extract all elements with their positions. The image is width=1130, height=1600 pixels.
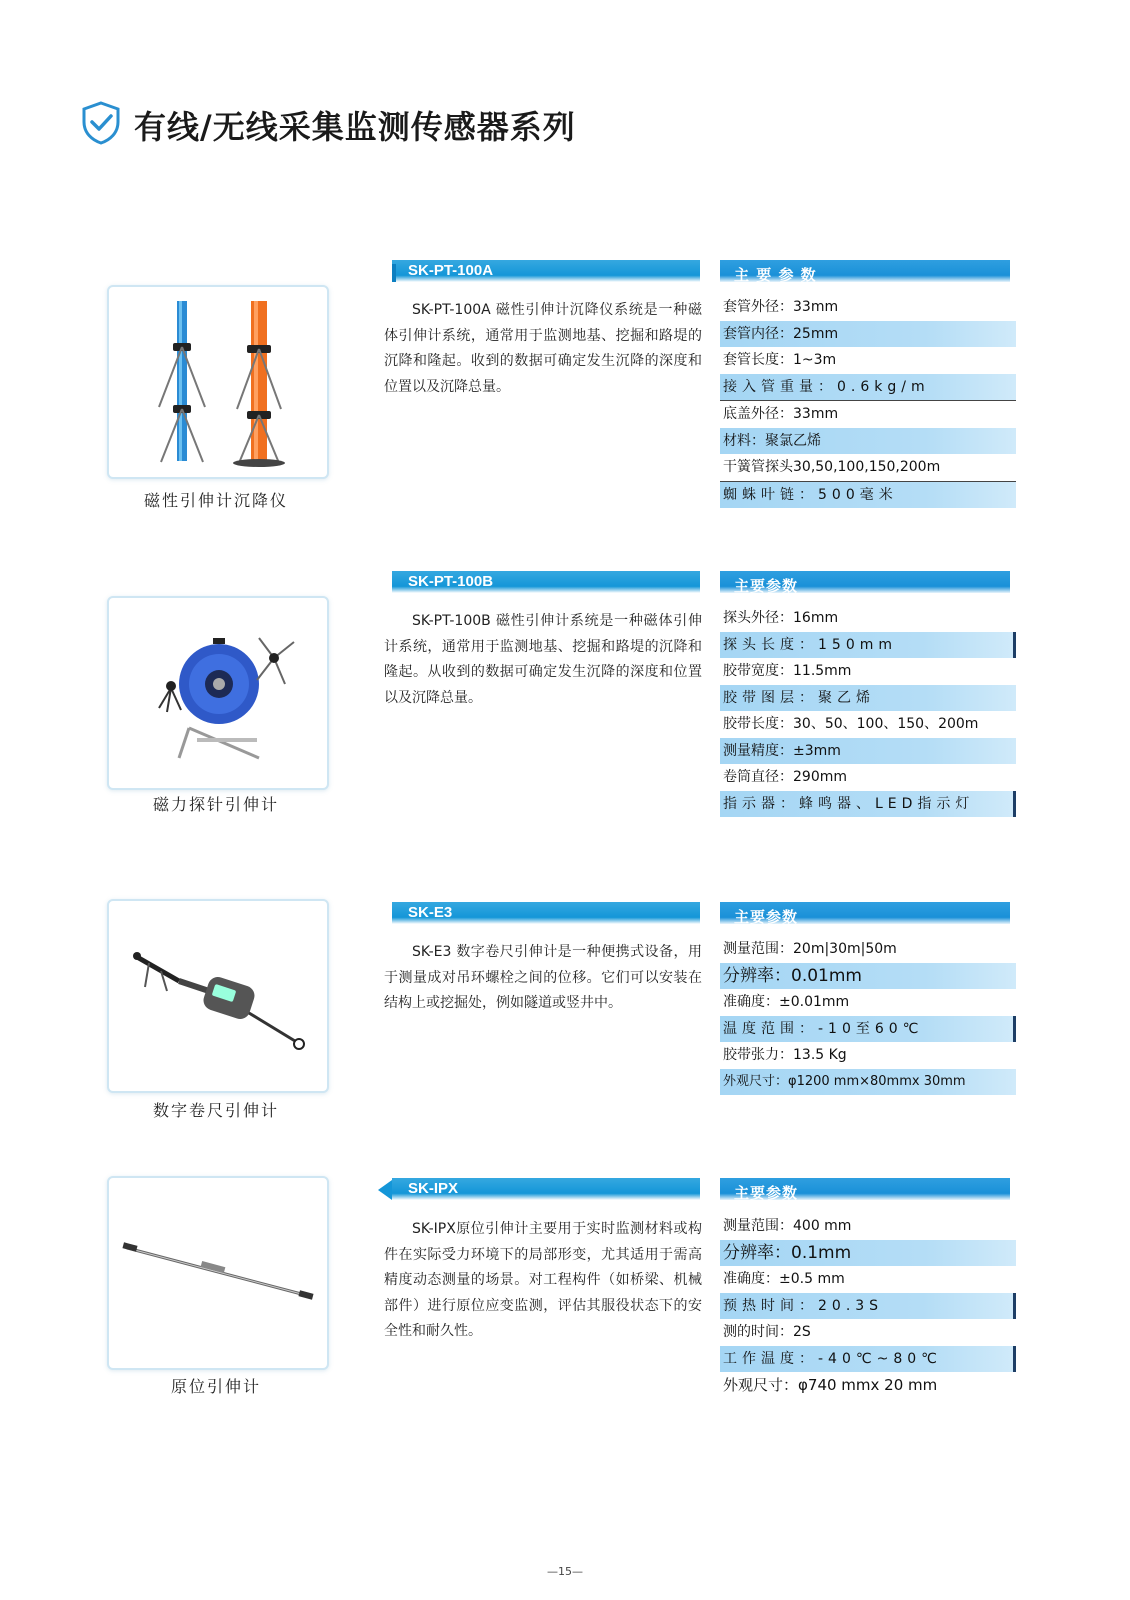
params-list bbox=[720, 1213, 1016, 1399]
model-label: SK-PT-100A bbox=[408, 262, 494, 279]
magnetic-probe-reel-image bbox=[109, 598, 327, 788]
param-row: 接入管重量：0.6kg/m bbox=[720, 374, 1016, 402]
param-row: 预热时间：20.3S bbox=[720, 1293, 1016, 1320]
model-header-bar bbox=[392, 571, 700, 593]
page-number: —15— bbox=[547, 1565, 583, 1578]
product-caption: 磁性引伸计沉降仪 bbox=[143, 491, 288, 510]
param-row: 测量范围：20m|30m|50m bbox=[723, 941, 897, 957]
param-row: 底盖外径：33mm bbox=[723, 406, 839, 422]
model-header-bar bbox=[392, 902, 700, 924]
param-row: 测的时间：2S bbox=[723, 1324, 811, 1340]
param-row: 套管长度：1~3m bbox=[723, 352, 837, 368]
params-header-bar bbox=[720, 260, 1010, 282]
product-description: SK-PT-100A 磁性引伸计沉降仪系统是一种磁体引伸计系统，通常用于监测地基、挖掘和路堤的沉降和隆起。收到的数据可确定发生沉降的深度和位置以及沉降总量。 bbox=[384, 302, 702, 395]
model-label: SK-E3 bbox=[408, 904, 453, 921]
model-header-bar bbox=[392, 1178, 700, 1200]
param-row: 胶带长度：30、50、100、150、200m bbox=[723, 716, 979, 732]
product-photo-frame bbox=[107, 899, 329, 1093]
model-header-bar bbox=[392, 260, 700, 282]
params-list bbox=[720, 294, 1016, 508]
params-header-bar bbox=[720, 1178, 1010, 1200]
params-title: 主 要 参 数 bbox=[734, 266, 817, 284]
params-list bbox=[720, 936, 1016, 1095]
product-description: SK-PT-100B 磁性引伸计系统是一种磁体引伸计系统，通常用于监测地基、挖掘和路堤的沉降和隆起。从收到的数据可确定发生沉降的深度和位置以及沉降总量。 bbox=[384, 613, 702, 706]
param-row: 外观尺寸：φ1200 mm×80mmx 30mm bbox=[720, 1069, 1016, 1096]
params-header-bar bbox=[720, 902, 1010, 924]
magnetic-extensometer-image bbox=[109, 287, 327, 477]
product-photo-frame bbox=[107, 1176, 329, 1370]
param-row: 胶带张力：13.5 Kg bbox=[723, 1047, 847, 1063]
product-photo-frame bbox=[107, 285, 329, 479]
in-situ-extensometer-image bbox=[109, 1178, 327, 1368]
page-title: 有线/无线采集监测传感器系列 bbox=[134, 108, 576, 146]
param-row: 探头外径：16mm bbox=[723, 610, 839, 626]
param-row: 胶带图层：聚乙烯 bbox=[720, 685, 1016, 712]
param-row: 套管内径：25mm bbox=[720, 321, 1016, 348]
param-row: 套管外径：33mm bbox=[723, 299, 839, 315]
params-list bbox=[720, 605, 1016, 817]
param-row: 工作温度：-40℃~80℃ bbox=[720, 1346, 1016, 1373]
params-title: 主要参数 bbox=[734, 908, 799, 926]
product-description: SK-IPX原位引伸计主要用于实时监测材料或构件在实际受力环境下的局部形变，尤其适用于需高精度动态测量的场景。对工程构件（如桥梁、机械部件）进行原位应变监测，评估其服役状态下的安全性和耐久性。 bbox=[384, 1221, 702, 1339]
param-row: 测量精度：±3mm bbox=[720, 738, 1016, 765]
product-caption: 数字卷尺引伸计 bbox=[152, 1101, 279, 1120]
param-row: 分辨率：0.1mm bbox=[720, 1240, 1016, 1267]
params-header-bar bbox=[720, 571, 1010, 593]
param-row: 探头长度：150mm bbox=[720, 632, 1016, 659]
model-label: SK-PT-100B bbox=[408, 573, 494, 590]
param-row: 卷筒直径：290mm bbox=[723, 769, 847, 785]
bar-accent bbox=[392, 264, 396, 282]
param-row: 指示器：蜂鸣器、LED指示灯 bbox=[720, 791, 1016, 818]
param-row: 干簧管探头30,50,100,150,200m bbox=[720, 454, 1016, 482]
param-row: 准确度：±0.5 mm bbox=[723, 1271, 845, 1287]
bar-arrow bbox=[378, 1180, 392, 1200]
param-row: 温度范围：-10至60℃ bbox=[720, 1016, 1016, 1043]
param-row: 材料：聚氯乙烯 bbox=[720, 428, 1016, 455]
product-caption: 磁力探针引伸计 bbox=[152, 795, 279, 814]
param-row: 准确度：±0.01mm bbox=[723, 994, 850, 1010]
params-title: 主要参数 bbox=[734, 577, 799, 595]
param-row: 胶带宽度：11.5mm bbox=[723, 663, 852, 679]
product-caption: 原位引伸计 bbox=[170, 1377, 261, 1396]
product-description: SK-E3 数字卷尺引伸计是一种便携式设备，用于测量成对吊环螺栓之间的位移。它们可以安装在结构上或挖掘处，例如隧道或竖井中。 bbox=[384, 944, 702, 1011]
model-label: SK-IPX bbox=[408, 1180, 459, 1197]
params-title: 主要参数 bbox=[734, 1184, 799, 1202]
param-row: 蜘蛛叶链：500毫米 bbox=[720, 482, 1016, 509]
param-row: 测量范围：400 mm bbox=[723, 1218, 852, 1234]
param-row: 分辨率：0.01mm bbox=[720, 963, 1016, 990]
digital-tape-extensometer-image bbox=[109, 901, 327, 1091]
shield-check-icon bbox=[80, 100, 122, 146]
param-row: 外观尺寸：φ740 mmx 20 mm bbox=[723, 1376, 938, 1394]
product-photo-frame bbox=[107, 596, 329, 790]
